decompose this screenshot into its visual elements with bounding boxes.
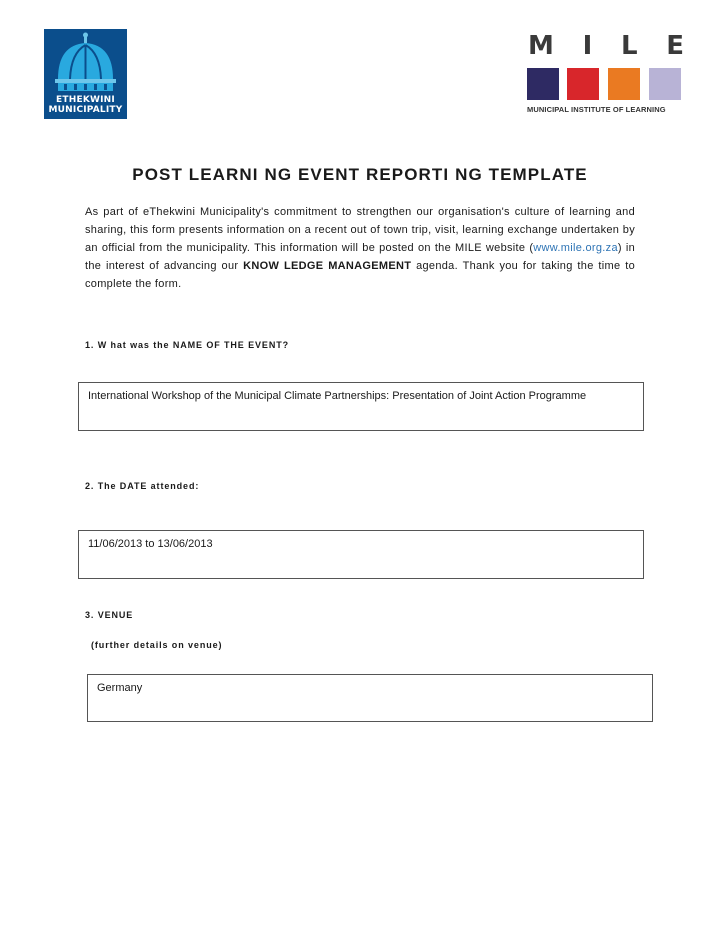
knowledge-management-emphasis: KNOW LEDGE MANAGEMENT <box>243 260 412 272</box>
mile-square-lavender <box>649 68 681 100</box>
venue-field[interactable] <box>87 674 653 722</box>
event-name-value: International Workshop of the Municipal Climate Partnerships: Presentation of Joint Action Programme <box>88 390 587 402</box>
ethekwini-logo-line1: ETHEKWINI <box>56 95 115 105</box>
intro-text-start: As part of eThekwini Municipality's commitment to strengthen our organisation's culture of learning and sharing, this form presents information on a recent out of town trip, visit, learning exchange undertaken by an official from the municipality. This information will be posted on the MILE website ( <box>85 206 635 254</box>
mile-letter-i: I <box>582 31 593 61</box>
venue-value: Germany <box>97 682 143 694</box>
mile-tagline: MUNICIPAL INSTITUTE OF LEARNING <box>527 105 666 114</box>
question-3-label: 3. VENUE <box>85 610 134 620</box>
question-3-sublabel: (further details on venue) <box>91 640 223 650</box>
date-attended-field[interactable] <box>78 530 644 579</box>
mile-website-link[interactable]: www.mile.org.za <box>533 242 618 254</box>
question-2-label: 2. The DATE attended: <box>85 481 200 491</box>
page-title: POST LEARNI NG EVENT REPORTI NG TEMPLATE <box>132 165 588 184</box>
ethekwini-logo <box>44 29 127 119</box>
ethekwini-logo-line2: MUNICIPALITY <box>48 105 123 115</box>
question-1-label: 1. W hat was the NAME OF THE EVENT? <box>85 340 290 350</box>
event-name-field[interactable] <box>78 382 644 431</box>
intro-paragraph <box>85 203 635 293</box>
mile-letter-l: L <box>620 31 638 61</box>
mile-logo <box>524 32 686 118</box>
mile-square-orange <box>608 68 640 100</box>
mile-letter-e: E <box>666 31 684 61</box>
mile-square-navy <box>527 68 559 100</box>
mile-letters <box>528 32 684 60</box>
intro-text-after-link: ) in the interest of advancing our <box>85 242 635 272</box>
intro-text-end: agenda. Thank you for taking the time to complete the form. <box>85 260 636 290</box>
mile-letter-m: M <box>528 31 554 61</box>
mile-square-red <box>567 68 599 100</box>
date-attended-value: 11/06/2013 to 13/06/2013 <box>88 538 213 550</box>
